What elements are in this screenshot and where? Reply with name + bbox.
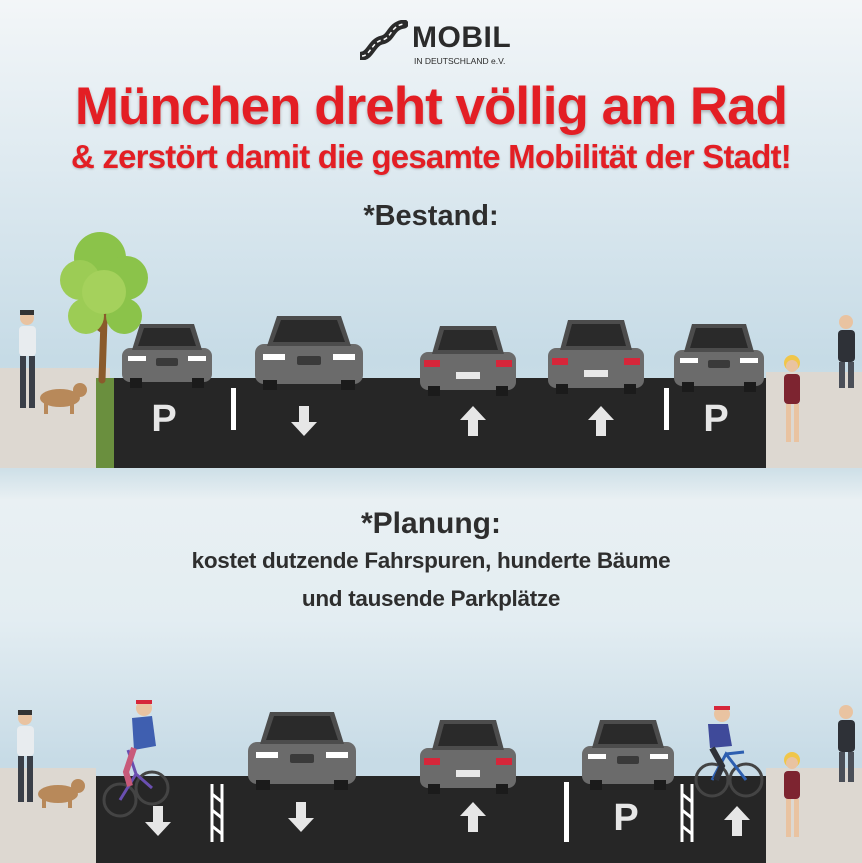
logo xyxy=(360,20,520,68)
planung-text-line-2: und tausende Parkplätze xyxy=(301,586,561,611)
car-front xyxy=(248,712,356,790)
planung-label: *Planung: xyxy=(361,507,501,540)
parking-marking: P xyxy=(613,797,639,839)
lane-line xyxy=(564,782,569,842)
planung-text-line-1: kostet dutzende Fahrspuren, hunderte Bäume xyxy=(191,548,671,573)
car-rear xyxy=(548,320,644,394)
planung-street-scene xyxy=(0,690,862,863)
logo-subtitle: IN DEUTSCHLAND e.V. xyxy=(414,56,506,66)
road-swirl-logo-icon xyxy=(360,20,408,60)
parking-marking: P xyxy=(151,398,177,440)
right-sidewalk xyxy=(766,768,862,863)
headline-line-2: & zerstört damit die gesamte Mobilität der Stadt! xyxy=(71,138,791,175)
car-front xyxy=(582,720,674,790)
left-sidewalk xyxy=(0,368,110,468)
headline-line-1: München dreht völlig am Rad xyxy=(74,77,788,136)
car-rear xyxy=(420,326,516,396)
car-rear xyxy=(420,720,516,794)
pedestrian-with-dog xyxy=(17,710,85,808)
bestand-street-scene xyxy=(0,230,862,470)
car-front xyxy=(122,324,212,388)
logo-wordmark: MOBIL xyxy=(412,21,512,54)
car-front xyxy=(674,324,764,392)
lane-line xyxy=(231,388,236,430)
right-sidewalk xyxy=(766,372,862,468)
grass-strip xyxy=(96,378,114,468)
lane-line xyxy=(664,388,669,430)
bestand-label: *Bestand: xyxy=(363,200,499,232)
car-front xyxy=(255,316,363,390)
parking-marking: P xyxy=(703,398,729,440)
